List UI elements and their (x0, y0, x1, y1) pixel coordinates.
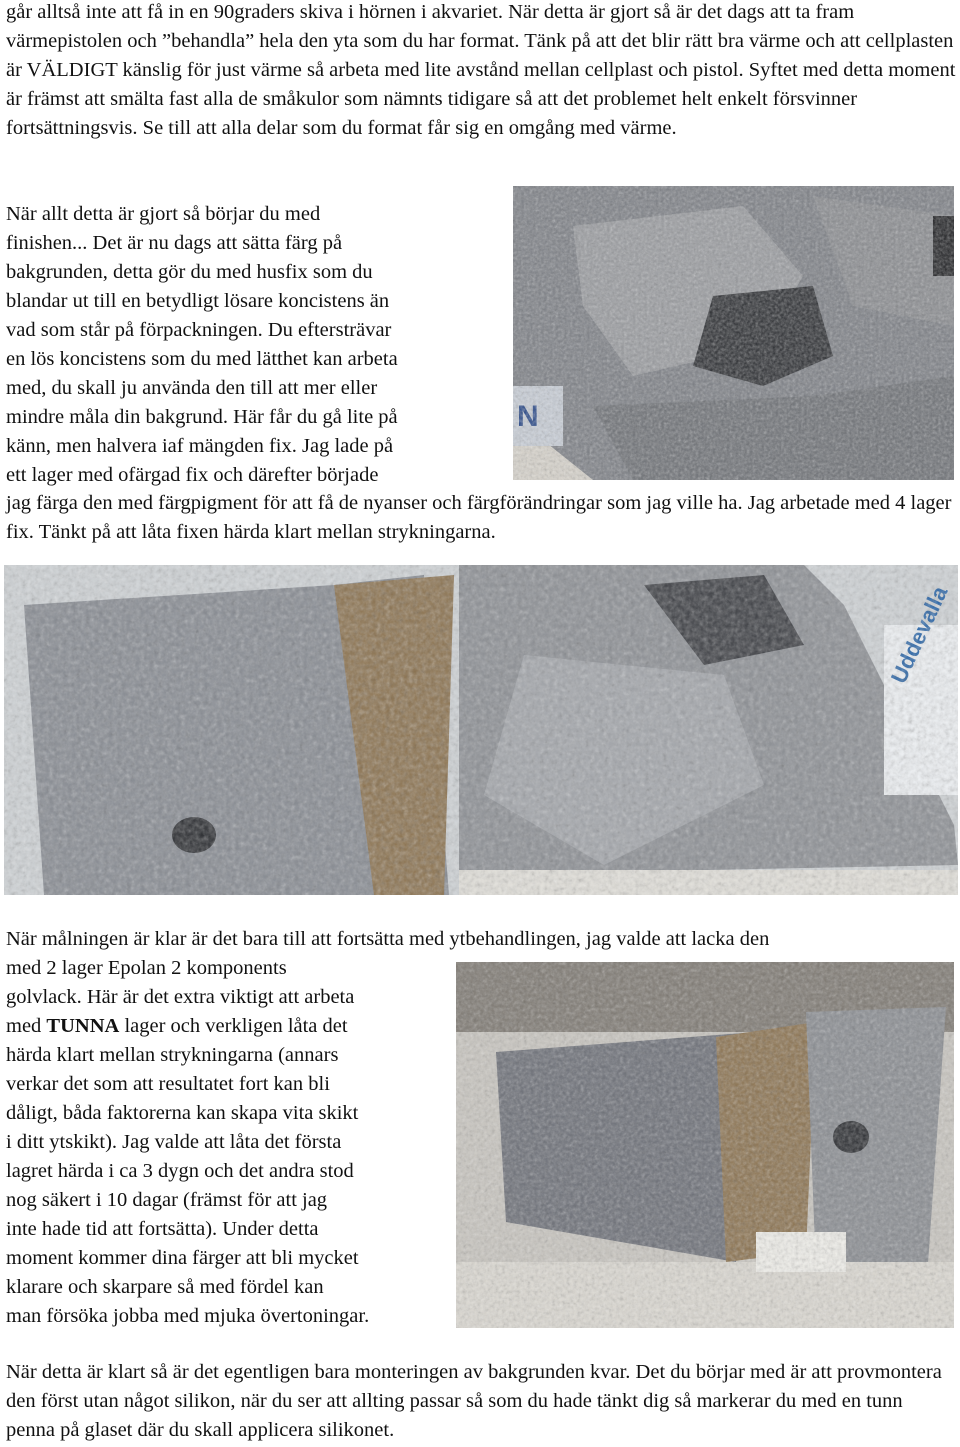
paragraph-line: dåligt, båda faktorerna kan skapa vita skikt (6, 1102, 359, 1124)
emphasis-tunna: TUNNA (46, 1015, 120, 1037)
paragraph-lacquer (6, 954, 451, 1331)
paragraph-line: i ditt ytskikt). Jag valde att låta det första (6, 1131, 342, 1153)
photo-cave-closeup (513, 186, 954, 480)
paragraph-lacquer-line1: När målningen är klar är det bara till att fortsätta med ytbehandlingen, jag valde att lacka den (6, 928, 770, 950)
photo-painted-panels-floor (4, 565, 958, 895)
paragraph-finish-tail: jag färga den med färgpigment för att få de nyanser och färgförändringar som jag ville ha. Jag arbetade med 4 lager fix. Tänkt på att låta fixen härda klart mellan strykningarna. (6, 492, 952, 543)
paragraph-line: vad som står på förpackningen. Du eftersträvar (6, 319, 392, 341)
paragraph-line: ett lager med ofärgad fix och därefter började (6, 464, 379, 486)
paragraph-line: verkar det som att resultatet fort kan bli (6, 1073, 330, 1095)
paragraph-line: med, du skall ju använda den till att mer eller (6, 377, 378, 399)
paragraph-line: moment kommer dina färger att bli mycket (6, 1247, 359, 1269)
paragraph-line: klarare och skarpare så med fördel kan (6, 1276, 324, 1298)
paragraph-finish (6, 200, 506, 490)
paragraph-line: När allt detta är gjort så börjar du med (6, 203, 321, 225)
paragraph-mounting: När detta är klart så är det egentligen bara monteringen av bakgrunden kvar. Det du börjar med är att provmontera den först utan något silikon, när du ser att allting passar så som du hade tänkt dig så markerar du med en tunn penna på glaset där du skall applicera silikonet. (6, 1361, 942, 1441)
paragraph-line: mindre måla din bakgrund. Här får du gå lite på (6, 406, 398, 428)
paragraph-line: härda klart mellan strykningarna (annars (6, 1044, 339, 1066)
paragraph-line: bakgrunden, detta gör du med husfix som du (6, 261, 373, 283)
paragraph-line: inte hade tid att fortsätta). Under detta (6, 1218, 319, 1240)
paragraph-line: med 2 lager Epolan 2 komponents (6, 957, 287, 979)
paragraph-heat-gun (6, 0, 956, 143)
paragraph-text: går alltså inte att få in en 90graders skiva i hörnen i akvariet. När detta är gjort så är det dags att ta fram värmepistolen och ”behandla” hela den yta som du har format. Tänk på att det blir rätt bra värme och att cellplasten är VÄLDIGT känslig för just värme så arbeta med lite avstånd mellan cellplast och pistol. (6, 1, 954, 81)
paragraph-line: en lös koncistens som du med lätthet kan arbeta (6, 348, 398, 370)
paragraph-line: känn, men halvera iaf mängden fix. Jag lade på (6, 435, 394, 457)
paragraph-line: nog säkert i 10 dagar (främst för att jag (6, 1189, 328, 1211)
paragraph-line: man försöka jobba med mjuka övertoningar. (6, 1305, 370, 1327)
paragraph-line: blandar ut till en betydligt lösare koncistens än (6, 290, 390, 312)
photo-lacquered-panels-floor (456, 962, 954, 1328)
paragraph-line: finishen... Det är nu dags att sätta färg på (6, 232, 343, 254)
paragraph-line: med TUNNA lager och verkligen låta det (6, 1015, 348, 1037)
paragraph-line: golvlack. Här är det extra viktigt att arbeta (6, 986, 355, 1008)
paragraph-line: lagret härda i ca 3 dygn och det andra stod (6, 1160, 354, 1182)
paragraph-text: Syftet med detta moment är främst att smälta fast alla de småkulor som nämnts tidigare så att det problemet helt enkelt försvinner fortsättningsvis. Se till att alla delar som du format får sig en omgång med värme. (6, 59, 956, 139)
